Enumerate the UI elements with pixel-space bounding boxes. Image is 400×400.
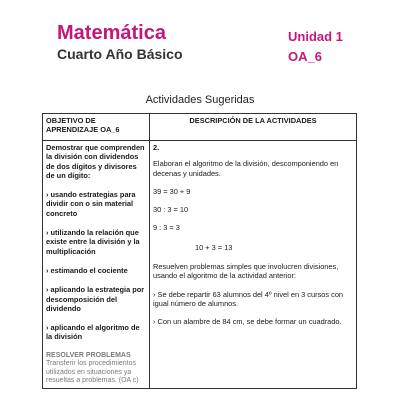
activity-number: 2. xyxy=(153,143,160,152)
document-header-right xyxy=(288,27,343,66)
related-skill-text: Transferir los procedimientos utilizados en situaciones ya resueltas a problemas. (OA c) xyxy=(46,360,139,385)
problem-item: › Con un alambre de 84 cm, se debe formar un cuadrado. xyxy=(153,317,342,327)
grade-title: Cuarto Año Básico xyxy=(57,46,183,62)
objective-cell xyxy=(43,141,150,389)
document-header-left xyxy=(57,22,183,63)
related-skill-title: RESOLVER PROBLEMAS xyxy=(46,351,131,359)
activity-instruction: Elaboran el algoritmo de la división, descomponiendo en decenas y unidades. xyxy=(153,159,339,178)
objective-item: › utilizando la relación que existe entre la división y la multiplicación xyxy=(46,228,140,256)
objective-code: OA_6 xyxy=(288,49,322,64)
objective-item: › estimando el cociente xyxy=(46,265,128,275)
problems-intro: Resuelven problemas simples que involucren divisiones, usando el algoritmo de la actividad anterior: xyxy=(153,262,339,281)
table-row xyxy=(43,141,357,389)
table-header-row xyxy=(43,114,357,141)
objective-item: › aplicando el algoritmo de la división xyxy=(46,323,140,342)
algorithm-step: 30 : 3 = 10 xyxy=(153,205,189,215)
objective-intro: Demostrar que comprenden la división con dividendos de dos dígitos y divisores de un dígito: xyxy=(46,143,145,180)
unit-label: Unidad 1 xyxy=(288,29,343,44)
activities-table xyxy=(42,113,357,389)
objective-item: › aplicando la estrategia por descomposición del dividendo xyxy=(46,285,145,313)
algorithm-step: 9 : 3 = 3 xyxy=(153,223,180,233)
activity-cell xyxy=(150,141,357,389)
description-column-header: DESCRIPCIÓN DE LA ACTIVIDADES xyxy=(150,114,357,141)
algorithm-result: 10 + 3 = 13 xyxy=(195,242,233,252)
problem-item: › Se debe repartir 63 alumnos del 4º nivel en 3 cursos con igual número de alumnos. xyxy=(153,289,344,308)
algorithm-step: 39 = 30 + 9 xyxy=(153,186,191,196)
objective-item: › usando estrategias para dividir con o sin material concreto xyxy=(46,190,136,218)
section-title: Actividades Sugeridas xyxy=(145,94,255,106)
objective-column-header: OBJETIVO DE APRENDIZAJE OA_6 xyxy=(43,114,150,141)
subject-title: Matemática xyxy=(57,22,166,44)
